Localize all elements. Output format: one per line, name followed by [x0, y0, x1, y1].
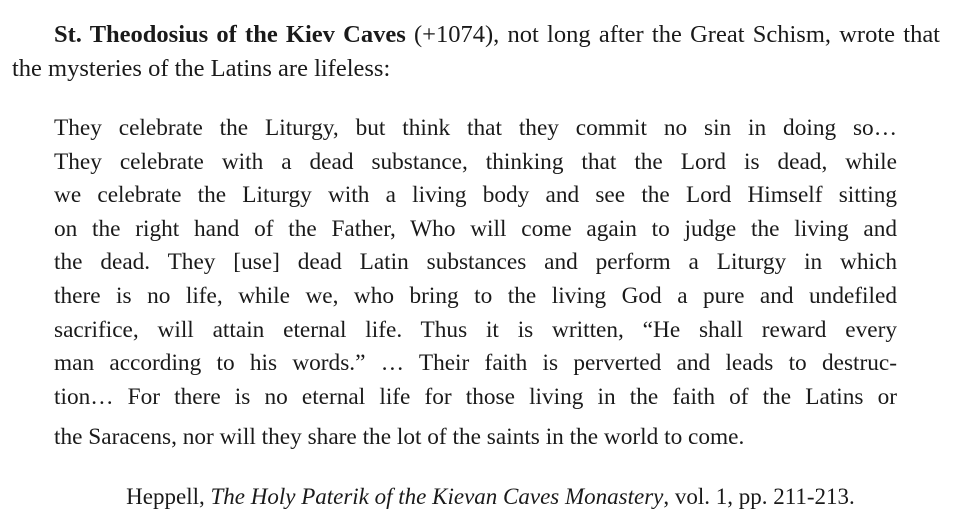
subject-name: St. Theodosius of the Kiev Caves: [54, 21, 406, 48]
citation-title: The Holy Paterik of the Kievan Caves Monastery: [210, 484, 664, 509]
block-quote: [54, 112, 897, 455]
quote-line: we celebrate the Liturgy with a living body and see the Lord Himself sitting: [54, 182, 897, 209]
quote-line: man according to his words.” … Their faith is perverted and leads to destruc-: [54, 350, 897, 377]
intro-text: (+1074), not long after the Great Schism, wrote that the mysteries of the Latins are lifeless:: [12, 21, 940, 82]
quote-line: sacrifice, will attain eternal life. Thus it is written, “He shall reward every: [54, 316, 897, 343]
citation-author: Heppell,: [126, 484, 211, 509]
quote-line: They celebrate the Liturgy, but think that they commit no sin in doing so…: [54, 115, 897, 141]
citation: [0, 481, 957, 513]
quote-line: there is no life, while we, who bring to the living God a pure and undefiled: [54, 282, 897, 309]
quote-line: on the right hand of the Father, Who will come again to judge the living and: [54, 215, 897, 242]
quote-line: the Saracens, nor will they share the lot of the saints in the world to come.: [54, 424, 745, 451]
intro-paragraph: [12, 18, 940, 86]
citation-details: , vol. 1, pp. 211-213.: [663, 484, 855, 509]
quote-line: the dead. They [use] dead Latin substances and perform a Liturgy in which: [54, 249, 897, 276]
quote-line: They celebrate with a dead substance, thinking that the Lord is dead, while: [54, 148, 897, 175]
quote-line: tion… For there is no eternal life for those living in the faith of the Latins or: [54, 383, 897, 410]
